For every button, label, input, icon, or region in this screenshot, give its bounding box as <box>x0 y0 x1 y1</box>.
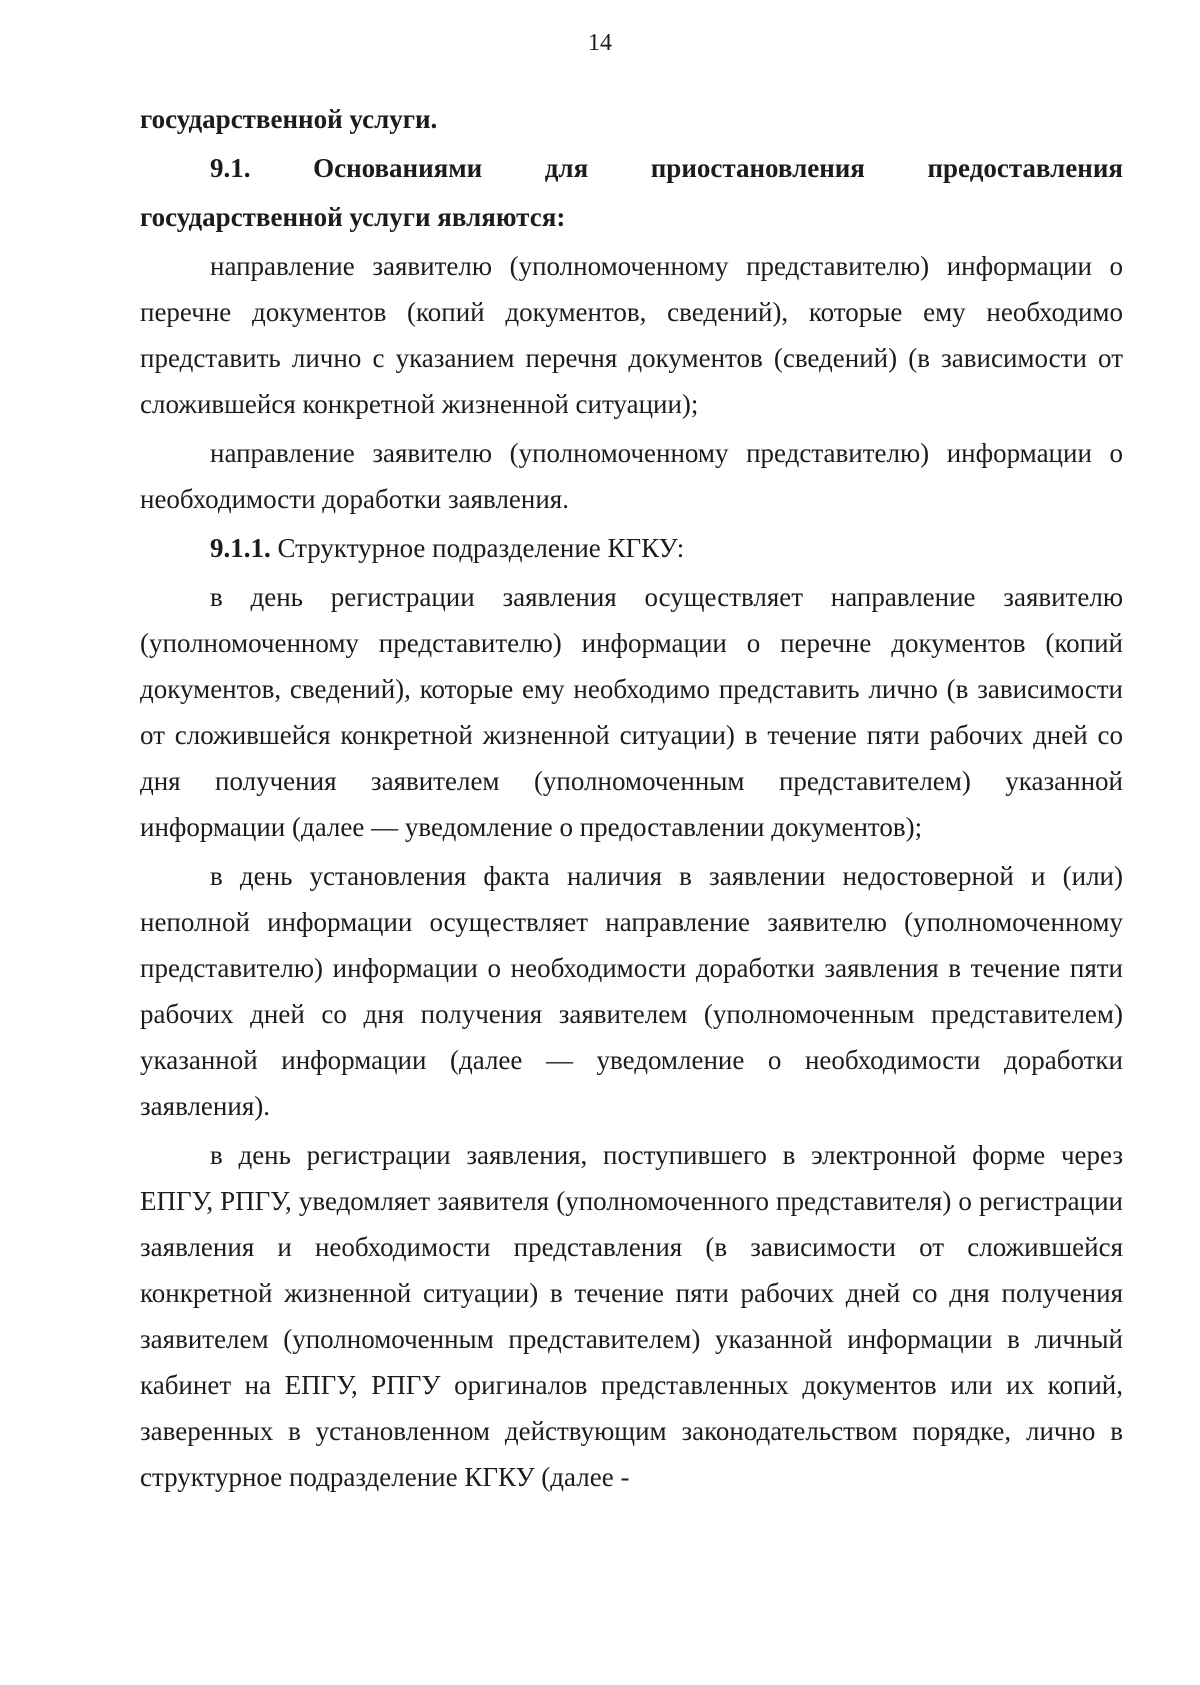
clause-9-1-1 <box>140 525 1123 571</box>
clause-9-1-heading <box>140 145 1123 191</box>
clause-9-1-1-title: Структурное подразделение КГКУ: <box>277 533 685 563</box>
suspension-ground-1: направление заявителю (уполномоченному представителю) информации о перечне документов (копий документов, сведений), которые ему необходимо представить лично с указанием перечня документов (сведений) (в зависимости от сложившейся конкретной жизненной ситуации); <box>140 251 1123 419</box>
paragraph-electronic-registration: в день регистрации заявления, поступившего в электронной форме через ЕПГУ, РПГУ, уведомляет заявителя (уполномоченного представителя) о регистрации заявления и необходимости представления (в зависимости от сложившейся конкретной жизненной ситуации) в течение пяти рабочих дней со дня получения заявителем (уполномоченным представителем) указанной информации в личный кабинет на ЕПГУ, РПГУ оригиналов представленных документов или их копий, заверенных в установленном действующим законодательством порядке, лично в структурное подразделение КГКУ (далее - <box>140 1140 1123 1492</box>
paragraph-revision-notice: в день установления факта наличия в заявлении недостоверной и (или) неполной информации осуществляет направление заявителю (уполномоченному представителю) информации о необходимости доработки заявления в течение пяти рабочих дней со дня получения заявителем (уполномоченным представителем) указанной информации (далее — уведомление о необходимости доработки заявления). <box>140 861 1123 1121</box>
document-body <box>140 96 1123 1503</box>
page-number: 14 <box>588 30 612 56</box>
clause-9-1-number: 9.1. <box>210 153 251 183</box>
section-end-heading: государственной услуги. <box>140 104 438 134</box>
paragraph-document-notice: в день регистрации заявления осуществляет направление заявителю (уполномоченному представителю) информации о перечне документов (копий документов, сведений), которые ему необходимо представить лично (в зависимости от сложившейся конкретной жизненной ситуации) в течение пяти рабочих дней со дня получения заявителем (уполномоченным представителем) указанной информации (далее — уведомление о предоставлении документов); <box>140 582 1123 842</box>
clause-9-1-line1: Основаниями для приостановления предоставления <box>313 153 1124 183</box>
clause-9-1-1-number: 9.1.1. <box>210 533 271 563</box>
clause-9-1-heading-cont <box>140 194 1123 240</box>
suspension-ground-2: направление заявителю (уполномоченному представителю) информации о необходимости доработки заявления. <box>140 438 1123 514</box>
clause-9-1-line2: государственной услуги являются: <box>140 202 566 232</box>
